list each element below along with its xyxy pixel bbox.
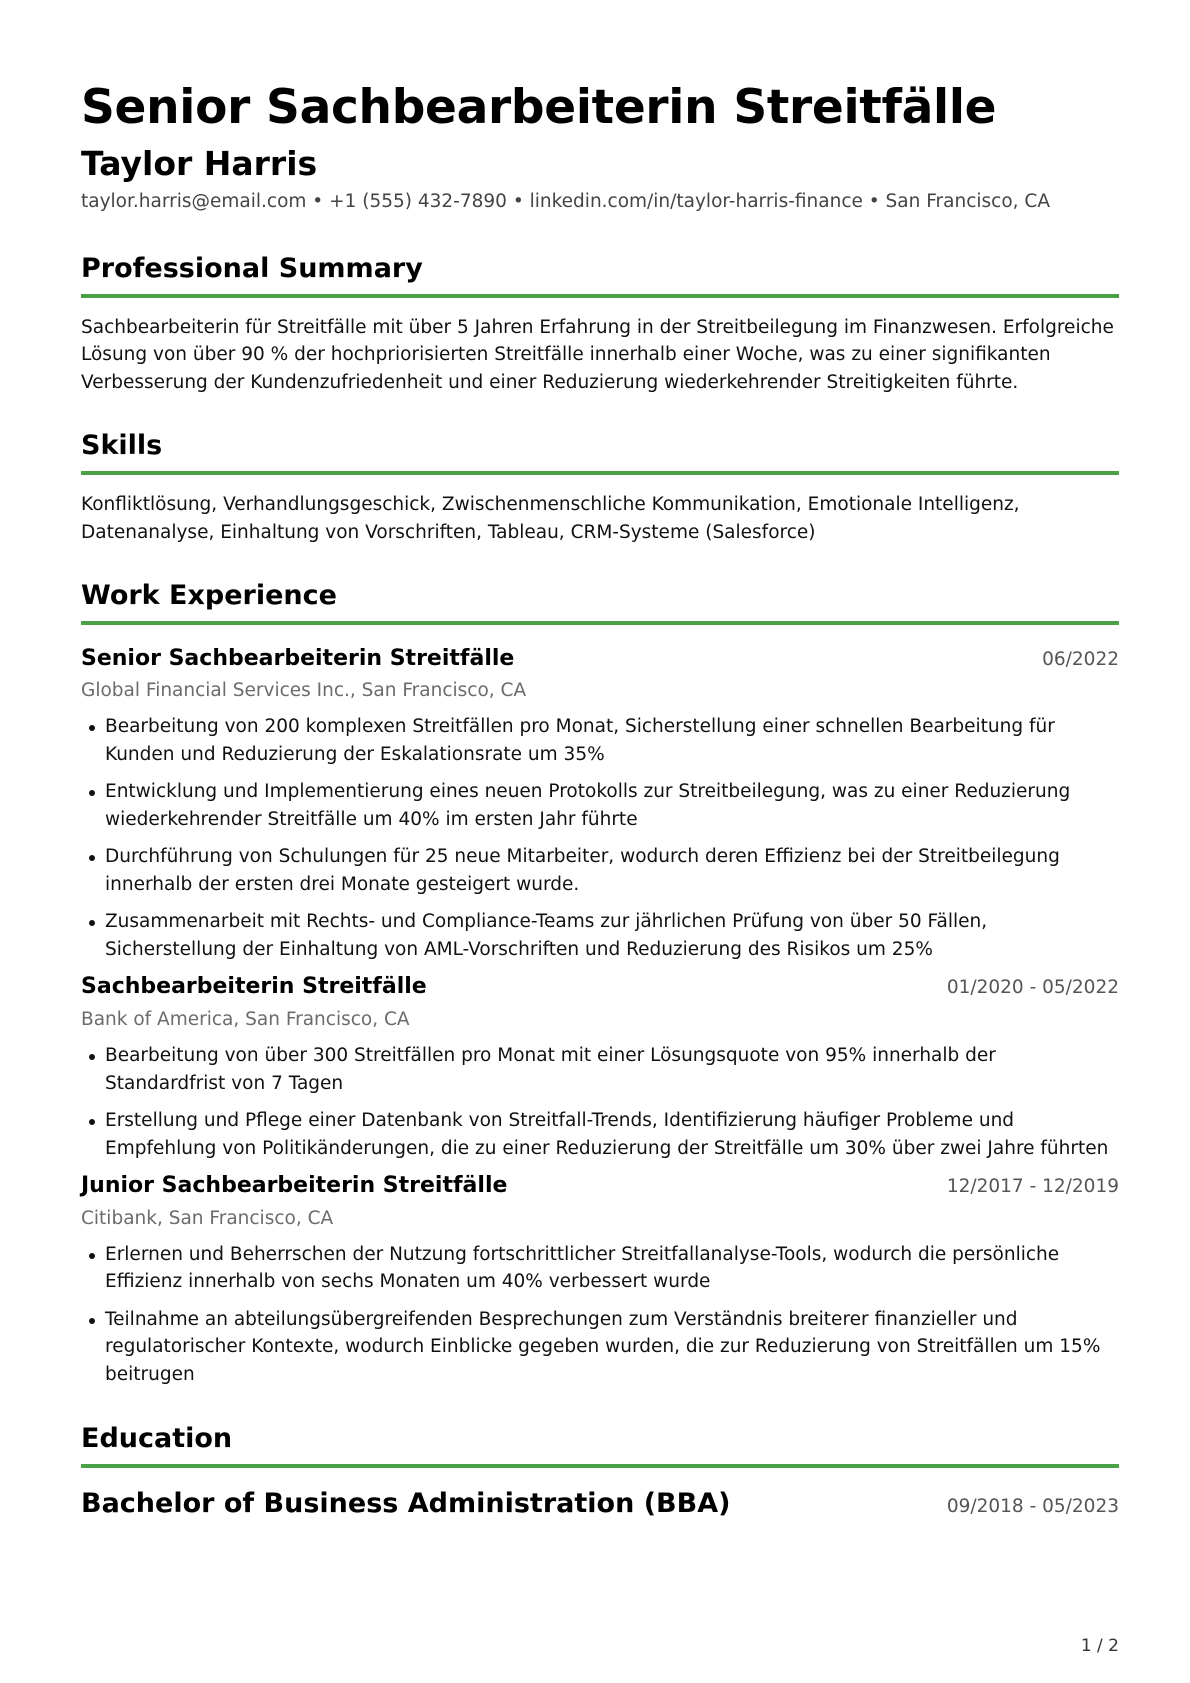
bullet-text: Durchführung von Schulungen für 25 neue Mitarbeiter, wodurch deren Effizienz bei der Streitbeilegung innerhalb der ersten drei Monate gesteigert wurde. [105,846,1060,895]
bullet-icon [89,1253,95,1259]
job-entry [81,1172,1119,1388]
bullet-item [81,1107,1119,1162]
bullet-icon [89,1054,95,1060]
bullet-item [81,713,1119,768]
job-header [81,1172,1119,1201]
bullet-icon [89,725,95,731]
job-title: Junior Sachbearbeiterin Streitfälle [81,1173,508,1199]
summary-text: Sachbearbeiterin für Streitfälle mit über 5 Jahren Erfahrung in der Streitbeilegung im Finanzwesen. Erfolgreiche Lösung von über 90 % der hochpriorisierten Streitfälle innerhalb einer Woche, was zu einer signifikanten Verbesserung der Kundenzufriedenheit und einer Reduzierung wiederkehrender Streitigkeiten führte. [81,316,1114,393]
bullet-item [81,1042,1119,1097]
job-title: Sachbearbeiterin Streitfälle [81,974,427,1000]
bullet-item [81,1241,1119,1296]
education-degree: Bachelor of Business Administration (BBA) [81,1487,731,1519]
summary-section [81,252,1119,396]
bullet-icon [89,1318,95,1324]
contact-line: taylor.harris@email.com • +1 (555) 432-7890 • linkedin.com/in/taylor-harris-finance • San Francisco, CA [81,190,1050,212]
skills-heading: Skills [81,429,1119,475]
bullet-item [81,908,1119,963]
bullet-text: Zusammenarbeit mit Rechts- und Compliance-Teams zur jährlichen Prüfung von über 50 Fällen, Sicherstellung der Einhaltung von AML-Vorschriften und Reduzierung des Risikos um 25% [105,911,988,960]
bullet-icon [89,920,95,926]
bullet-text: Erlernen und Beherrschen der Nutzung fortschrittlicher Streitfallanalyse-Tools, wodurch die persönliche Effizienz innerhalb von sechs Monaten um 40% verbessert wurde [105,1243,1060,1293]
job-header [81,973,1119,1002]
experience-heading: Work Experience [81,579,1119,625]
education-date: 09/2018 - 05/2023 [946,1495,1119,1517]
bullet-item [81,843,1119,898]
bullet-text: Entwicklung und Implementierung eines neuen Protokolls zur Streitbeilegung, was zu einer Reduzierung wiederkehrender Streitfälle um 40% im ersten Jahr führte [105,781,1071,830]
bullet-icon [89,1119,95,1125]
document-title: Senior Sachbearbeiterin Streitfälle [81,80,997,135]
job-date: 12/2017 - 12/2019 [946,1176,1119,1198]
bullet-text: Bearbeitung von 200 komplexen Streitfällen pro Monat, Sicherstellung einer schnellen Bearbeitung für Kunden und Reduzierung der Eskalationsrate um 35% [105,716,1055,765]
job-company: Citibank, San Francisco, CA [81,1207,334,1229]
bullet-item [81,778,1119,833]
job-bullets [81,1042,1119,1162]
bullet-text: Teilnahme an abteilungsübergreifenden Besprechungen zum Verständnis breiterer finanzieller und regulatorischer Kontexte, wodurch Einblicke gegeben wurden, die zur Reduzierung von Streitfällen um 15% beitrugen [105,1308,1101,1385]
job-company: Global Financial Services Inc., San Francisco, CA [81,680,527,702]
job-header [81,645,1119,674]
job-entry [81,645,1119,964]
job-company: Bank of America, San Francisco, CA [81,1009,410,1031]
job-date: 01/2020 - 05/2022 [946,977,1119,999]
job-title: Senior Sachbearbeiterin Streitfälle [81,645,515,671]
resume-page [81,80,1119,1521]
summary-heading: Professional Summary [81,252,1119,298]
education-section [81,1422,1119,1521]
bullet-text: Bearbeitung von über 300 Streitfällen pro Monat mit einer Lösungsquote von 95% innerhalb der Standardfrist von 7 Tagen [105,1045,996,1094]
education-entry [81,1486,1119,1521]
bullet-icon [89,855,95,861]
job-date: 06/2022 [1042,648,1119,670]
skills-section [81,429,1119,546]
bullet-icon [89,790,95,796]
job-bullets [81,1241,1119,1389]
education-heading: Education [81,1422,1119,1468]
skills-text: Konfliktlösung, Verhandlungsgeschick, Zwischenmenschliche Kommunikation, Emotionale Intelligenz, Datenanalyse, Einhaltung von Vorschriften, Tableau, CRM-Systeme (Salesforce) [81,494,1020,543]
page-number: 1 / 2 [1080,1636,1119,1656]
bullet-item [81,1306,1119,1389]
job-bullets [81,713,1119,963]
job-entry [81,973,1119,1162]
experience-section [81,579,1119,1388]
bullet-text: Erstellung und Pflege einer Datenbank von Streitfall-Trends, Identifizierung häufiger Probleme und Empfehlung von Politikänderungen, die zu einer Reduzierung der Streitfälle um 30% über zwei Jahre führten [105,1110,1109,1159]
candidate-name: Taylor Harris [81,144,318,184]
